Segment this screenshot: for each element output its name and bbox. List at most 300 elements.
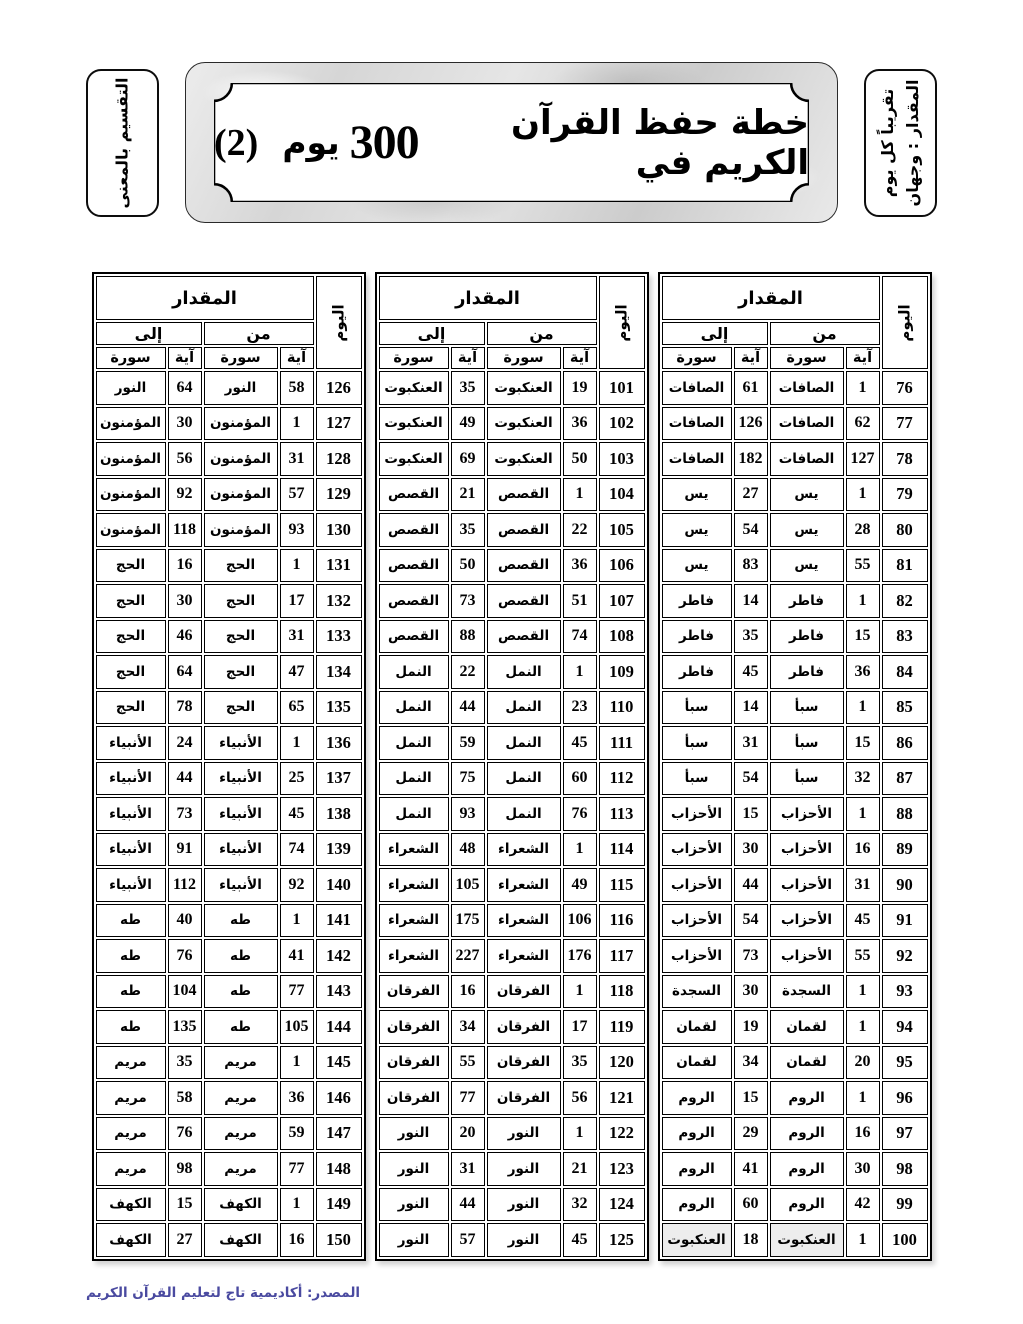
cell-from-surah: الشعراء	[487, 833, 561, 867]
cell-to-ayah: 76	[168, 939, 202, 973]
cell-from-ayah: 42	[846, 1188, 880, 1222]
cell-to-surah: السجدة	[662, 975, 732, 1009]
cell-day: 109	[599, 655, 645, 689]
cell-from-surah: سبأ	[770, 691, 844, 725]
cell-from-surah: طه	[204, 975, 278, 1009]
cell-day: 99	[882, 1188, 928, 1222]
cell-to-ayah: 34	[451, 1010, 485, 1044]
cell-from-surah: مريم	[204, 1152, 278, 1186]
cell-day: 94	[882, 1010, 928, 1044]
cell-to-ayah: 49	[451, 407, 485, 441]
cell-from-ayah: 32	[846, 762, 880, 796]
cell-from-ayah: 74	[563, 620, 597, 654]
cell-day: 123	[599, 1152, 645, 1186]
cell-to-ayah: 73	[734, 939, 768, 973]
cell-from-surah: النمل	[487, 655, 561, 689]
cell-to-surah: العنكبوت	[662, 1223, 732, 1257]
left-banner-line-division: التقسيم بالمعنى	[112, 77, 132, 208]
cell-to-surah: مريم	[96, 1081, 166, 1115]
cell-from-surah: مريم	[204, 1081, 278, 1115]
cell-day: 105	[599, 513, 645, 547]
cell-to-ayah: 20	[451, 1117, 485, 1151]
cell-from-surah: الشعراء	[487, 939, 561, 973]
cell-from-ayah: 32	[563, 1188, 597, 1222]
cell-from-ayah: 77	[280, 975, 314, 1009]
cell-to-ayah: 69	[451, 442, 485, 476]
cell-to-surah: الروم	[662, 1188, 732, 1222]
cell-day: 114	[599, 833, 645, 867]
cell-to-surah: الروم	[662, 1117, 732, 1151]
cell-from-surah: النمل	[487, 691, 561, 725]
cell-from-ayah: 17	[563, 1010, 597, 1044]
cell-from-ayah: 1	[846, 975, 880, 1009]
cell-to-surah: الصافات	[662, 371, 732, 405]
cell-from-ayah: 45	[280, 797, 314, 831]
cell-from-surah: الصافات	[770, 442, 844, 476]
cell-from-ayah: 20	[846, 1046, 880, 1080]
cell-to-ayah: 126	[734, 407, 768, 441]
cell-day: 78	[882, 442, 928, 476]
cell-day: 137	[316, 762, 362, 796]
cell-to-surah: سبأ	[662, 691, 732, 725]
cell-from-ayah: 23	[563, 691, 597, 725]
cell-from-surah: العنكبوت	[487, 442, 561, 476]
cell-from-ayah: 1	[280, 549, 314, 583]
cell-from-ayah: 76	[563, 797, 597, 831]
cell-day: 134	[316, 655, 362, 689]
cell-from-ayah: 47	[280, 655, 314, 689]
cell-from-surah: فاطر	[770, 620, 844, 654]
cell-from-ayah: 21	[563, 1152, 597, 1186]
cell-to-surah: يس	[662, 513, 732, 547]
cell-day: 92	[882, 939, 928, 973]
cell-to-ayah: 54	[734, 762, 768, 796]
cell-to-ayah: 88	[451, 620, 485, 654]
cell-from-surah: الفرقان	[487, 975, 561, 1009]
cell-from-surah: الروم	[770, 1081, 844, 1115]
cell-to-ayah: 92	[168, 478, 202, 512]
cell-from-ayah: 1	[563, 478, 597, 512]
cell-from-surah: الروم	[770, 1152, 844, 1186]
cell-to-ayah: 73	[168, 797, 202, 831]
cell-to-ayah: 83	[734, 549, 768, 583]
cell-day: 96	[882, 1081, 928, 1115]
from-ayah-header-cell: آية	[846, 347, 880, 369]
cell-from-surah: الأحزاب	[770, 833, 844, 867]
day-header-label: اليوم	[894, 303, 913, 342]
cell-day: 79	[882, 478, 928, 512]
cell-from-ayah: 1	[280, 407, 314, 441]
cell-to-surah: القصص	[379, 620, 449, 654]
cell-to-surah: طه	[96, 904, 166, 938]
cell-day: 143	[316, 975, 362, 1009]
cell-day: 98	[882, 1152, 928, 1186]
cell-day: 133	[316, 620, 362, 654]
cell-to-ayah: 45	[734, 655, 768, 689]
cell-to-ayah: 18	[734, 1223, 768, 1257]
cell-to-ayah: 76	[168, 1117, 202, 1151]
schedule-table-days-101-125	[375, 272, 649, 1261]
cell-day: 91	[882, 904, 928, 938]
cell-to-surah: القصص	[379, 513, 449, 547]
source-line: المصدر: أكاديمية تاج لتعليم القرآن الكريم	[86, 1284, 361, 1301]
cell-to-surah: العنكبوت	[379, 442, 449, 476]
cell-from-ayah: 57	[280, 478, 314, 512]
cell-day: 87	[882, 762, 928, 796]
cell-from-surah: الروم	[770, 1188, 844, 1222]
cell-to-ayah: 54	[734, 513, 768, 547]
to-surah-header-cell: سورة	[662, 347, 732, 369]
cell-to-ayah: 182	[734, 442, 768, 476]
to-header-cell: إلى	[662, 322, 768, 345]
cell-from-ayah: 1	[280, 726, 314, 760]
cell-to-surah: الفرقان	[379, 1046, 449, 1080]
cell-to-surah: الروم	[662, 1081, 732, 1115]
cell-day: 81	[882, 549, 928, 583]
cell-to-surah: سبأ	[662, 762, 732, 796]
cell-from-surah: يس	[770, 549, 844, 583]
cell-from-ayah: 1	[846, 797, 880, 831]
cell-from-ayah: 1	[563, 1117, 597, 1151]
cell-from-ayah: 93	[280, 513, 314, 547]
cell-from-ayah: 16	[280, 1223, 314, 1257]
cell-day: 116	[599, 904, 645, 938]
cell-to-ayah: 78	[168, 691, 202, 725]
cell-from-ayah: 55	[846, 549, 880, 583]
cell-day: 112	[599, 762, 645, 796]
cell-from-ayah: 16	[846, 1117, 880, 1151]
cell-to-surah: الأنبياء	[96, 797, 166, 831]
title-text: خطة حفظ القرآن الكريم في	[510, 102, 809, 183]
cell-to-surah: مريم	[96, 1117, 166, 1151]
cell-to-surah: مريم	[96, 1152, 166, 1186]
cell-from-ayah: 50	[563, 442, 597, 476]
cell-from-surah: القصص	[487, 478, 561, 512]
cell-to-ayah: 227	[451, 939, 485, 973]
cell-from-ayah: 36	[563, 549, 597, 583]
cell-to-surah: القصص	[379, 549, 449, 583]
cell-day: 138	[316, 797, 362, 831]
cell-from-surah: القصص	[487, 513, 561, 547]
cell-from-surah: الأحزاب	[770, 797, 844, 831]
cell-to-ayah: 56	[168, 442, 202, 476]
cell-day: 144	[316, 1010, 362, 1044]
cell-from-ayah: 74	[280, 833, 314, 867]
cell-day: 129	[316, 478, 362, 512]
cell-from-surah: سبأ	[770, 762, 844, 796]
cell-day: 86	[882, 726, 928, 760]
cell-from-surah: الصافات	[770, 407, 844, 441]
cell-to-surah: النمل	[379, 726, 449, 760]
cell-to-ayah: 31	[734, 726, 768, 760]
cell-day: 130	[316, 513, 362, 547]
cell-to-ayah: 58	[168, 1081, 202, 1115]
cell-to-surah: النمل	[379, 655, 449, 689]
cell-to-surah: الشعراء	[379, 833, 449, 867]
cell-day: 126	[316, 371, 362, 405]
cell-day: 146	[316, 1081, 362, 1115]
cell-from-ayah: 56	[563, 1081, 597, 1115]
cell-from-surah: لقمان	[770, 1010, 844, 1044]
cell-from-surah: المؤمنون	[204, 478, 278, 512]
cell-day: 82	[882, 584, 928, 618]
cell-to-surah: النور	[379, 1152, 449, 1186]
cell-day: 84	[882, 655, 928, 689]
day-header-cell	[882, 276, 928, 369]
cell-to-ayah: 50	[451, 549, 485, 583]
from-header-cell: من	[204, 322, 314, 345]
cell-day: 107	[599, 584, 645, 618]
cell-from-surah: الشعراء	[487, 868, 561, 902]
cell-from-surah: الكهف	[204, 1188, 278, 1222]
cell-day: 148	[316, 1152, 362, 1186]
cell-to-ayah: 15	[734, 1081, 768, 1115]
cell-day: 149	[316, 1188, 362, 1222]
cell-to-ayah: 54	[734, 904, 768, 938]
cell-day: 131	[316, 549, 362, 583]
cell-to-surah: الحج	[96, 584, 166, 618]
cell-to-ayah: 30	[734, 833, 768, 867]
cell-from-surah: فاطر	[770, 655, 844, 689]
title-frame	[214, 83, 809, 202]
cell-to-ayah: 40	[168, 904, 202, 938]
from-header-cell: من	[487, 322, 597, 345]
cell-from-surah: فاطر	[770, 584, 844, 618]
cell-day: 122	[599, 1117, 645, 1151]
cell-to-ayah: 75	[451, 762, 485, 796]
amount-header-cell: المقدار	[379, 276, 597, 320]
cell-to-ayah: 98	[168, 1152, 202, 1186]
cell-day: 132	[316, 584, 362, 618]
cell-to-ayah: 48	[451, 833, 485, 867]
cell-to-surah: طه	[96, 975, 166, 1009]
cell-from-surah: الأنبياء	[204, 762, 278, 796]
cell-to-ayah: 91	[168, 833, 202, 867]
cell-to-ayah: 27	[168, 1223, 202, 1257]
cell-to-surah: العنكبوت	[379, 371, 449, 405]
cell-to-ayah: 64	[168, 371, 202, 405]
cell-from-ayah: 1	[846, 584, 880, 618]
cell-from-ayah: 31	[280, 442, 314, 476]
cell-day: 100	[882, 1223, 928, 1257]
cell-from-ayah: 45	[563, 726, 597, 760]
cell-to-ayah: 35	[734, 620, 768, 654]
cell-to-ayah: 59	[451, 726, 485, 760]
cell-day: 90	[882, 868, 928, 902]
cell-from-ayah: 105	[280, 1010, 314, 1044]
cell-to-surah: الأنبياء	[96, 868, 166, 902]
cell-from-surah: الصافات	[770, 371, 844, 405]
right-banner-line-amount: المقدار : وجهان	[902, 79, 922, 206]
cell-to-ayah: 73	[451, 584, 485, 618]
cell-day: 108	[599, 620, 645, 654]
cell-from-surah: العنكبوت	[770, 1223, 844, 1257]
cell-from-surah: العنكبوت	[487, 407, 561, 441]
from-ayah-header-cell: آية	[563, 347, 597, 369]
to-header-cell: إلى	[96, 322, 202, 345]
cell-to-ayah: 57	[451, 1223, 485, 1257]
cell-from-ayah: 58	[280, 371, 314, 405]
cell-from-surah: النور	[487, 1223, 561, 1257]
cell-to-surah: لقمان	[662, 1046, 732, 1080]
cell-from-ayah: 1	[846, 371, 880, 405]
cell-from-surah: الأنبياء	[204, 868, 278, 902]
cell-to-ayah: 14	[734, 691, 768, 725]
cell-from-ayah: 31	[280, 620, 314, 654]
cell-to-surah: طه	[96, 1010, 166, 1044]
from-header-cell: من	[770, 322, 880, 345]
header-band	[0, 0, 1023, 223]
cell-to-surah: الشعراء	[379, 904, 449, 938]
cell-from-surah: الحج	[204, 655, 278, 689]
cell-from-ayah: 60	[563, 762, 597, 796]
cell-to-surah: الأحزاب	[662, 868, 732, 902]
cell-day: 93	[882, 975, 928, 1009]
cell-from-surah: المؤمنون	[204, 407, 278, 441]
cell-to-ayah: 61	[734, 371, 768, 405]
cell-to-ayah: 55	[451, 1046, 485, 1080]
from-surah-header-cell: سورة	[204, 347, 278, 369]
cell-day: 121	[599, 1081, 645, 1115]
cell-to-ayah: 175	[451, 904, 485, 938]
cell-to-ayah: 41	[734, 1152, 768, 1186]
cell-to-ayah: 118	[168, 513, 202, 547]
cell-to-ayah: 30	[168, 584, 202, 618]
cell-to-surah: الحج	[96, 691, 166, 725]
cell-from-surah: سبأ	[770, 726, 844, 760]
cell-to-ayah: 16	[451, 975, 485, 1009]
cell-to-ayah: 46	[168, 620, 202, 654]
cell-from-ayah: 127	[846, 442, 880, 476]
right-side-banner	[864, 69, 937, 217]
cell-day: 140	[316, 868, 362, 902]
cell-to-ayah: 21	[451, 478, 485, 512]
cell-from-ayah: 1	[846, 1223, 880, 1257]
from-surah-header-cell: سورة	[770, 347, 844, 369]
cell-to-ayah: 29	[734, 1117, 768, 1151]
cell-to-ayah: 35	[168, 1046, 202, 1080]
cell-to-ayah: 30	[734, 975, 768, 1009]
to-surah-header-cell: سورة	[379, 347, 449, 369]
cell-to-ayah: 27	[734, 478, 768, 512]
cell-from-surah: العنكبوت	[487, 371, 561, 405]
cell-to-ayah: 24	[168, 726, 202, 760]
cell-to-ayah: 19	[734, 1010, 768, 1044]
cell-from-ayah: 1	[846, 1010, 880, 1044]
cell-from-ayah: 176	[563, 939, 597, 973]
cell-from-ayah: 45	[563, 1223, 597, 1257]
cell-from-ayah: 30	[846, 1152, 880, 1186]
cell-from-ayah: 1	[563, 655, 597, 689]
cell-from-ayah: 36	[846, 655, 880, 689]
cell-to-surah: الأنبياء	[96, 726, 166, 760]
cell-from-surah: المؤمنون	[204, 513, 278, 547]
cell-from-surah: الأحزاب	[770, 868, 844, 902]
cell-day: 88	[882, 797, 928, 831]
cell-from-surah: النمل	[487, 797, 561, 831]
cell-day: 101	[599, 371, 645, 405]
cell-from-ayah: 16	[846, 833, 880, 867]
cell-from-ayah: 49	[563, 868, 597, 902]
cell-from-ayah: 36	[563, 407, 597, 441]
cell-to-surah: الأنبياء	[96, 833, 166, 867]
cell-from-surah: النور	[204, 371, 278, 405]
cell-day: 80	[882, 513, 928, 547]
cell-day: 104	[599, 478, 645, 512]
cell-day: 89	[882, 833, 928, 867]
cell-to-ayah: 31	[451, 1152, 485, 1186]
schedule-table-days-126-150	[92, 272, 366, 1261]
cell-day: 77	[882, 407, 928, 441]
cell-to-ayah: 15	[734, 797, 768, 831]
cell-from-ayah: 92	[280, 868, 314, 902]
cell-from-surah: الحج	[204, 549, 278, 583]
cell-from-surah: الحج	[204, 620, 278, 654]
cell-from-ayah: 15	[846, 726, 880, 760]
page-title	[214, 83, 809, 202]
cell-from-ayah: 59	[280, 1117, 314, 1151]
cell-to-surah: يس	[662, 478, 732, 512]
cell-to-surah: طه	[96, 939, 166, 973]
cell-to-surah: فاطر	[662, 655, 732, 689]
day-header-cell	[599, 276, 645, 369]
cell-day: 117	[599, 939, 645, 973]
cell-from-surah: طه	[204, 904, 278, 938]
cell-to-surah: النمل	[379, 691, 449, 725]
cell-to-ayah: 44	[168, 762, 202, 796]
cell-from-ayah: 22	[563, 513, 597, 547]
amount-header-cell: المقدار	[96, 276, 314, 320]
cell-from-ayah: 31	[846, 868, 880, 902]
cell-to-ayah: 15	[168, 1188, 202, 1222]
cell-from-surah: مريم	[204, 1046, 278, 1080]
cell-to-surah: الصافات	[662, 407, 732, 441]
cell-from-surah: مريم	[204, 1117, 278, 1151]
cell-day: 103	[599, 442, 645, 476]
cell-day: 128	[316, 442, 362, 476]
cell-day: 147	[316, 1117, 362, 1151]
cell-from-ayah: 41	[280, 939, 314, 973]
cell-to-surah: الحج	[96, 655, 166, 689]
cell-to-surah: سبأ	[662, 726, 732, 760]
cell-from-ayah: 19	[563, 371, 597, 405]
cell-to-ayah: 44	[734, 868, 768, 902]
cell-day: 136	[316, 726, 362, 760]
cell-to-surah: المؤمنون	[96, 513, 166, 547]
cell-from-surah: الأنبياء	[204, 726, 278, 760]
amount-header-cell: المقدار	[662, 276, 880, 320]
cell-from-surah: الكهف	[204, 1223, 278, 1257]
cell-from-surah: الفرقان	[487, 1046, 561, 1080]
cell-from-ayah: 17	[280, 584, 314, 618]
cell-to-ayah: 16	[168, 549, 202, 583]
cell-to-surah: الفرقان	[379, 975, 449, 1009]
cell-to-ayah: 35	[451, 371, 485, 405]
cell-to-ayah: 64	[168, 655, 202, 689]
cell-from-ayah: 65	[280, 691, 314, 725]
cell-day: 106	[599, 549, 645, 583]
cell-day: 110	[599, 691, 645, 725]
cell-from-surah: النمل	[487, 762, 561, 796]
cell-from-surah: السجدة	[770, 975, 844, 1009]
cell-to-ayah: 93	[451, 797, 485, 831]
cell-day: 141	[316, 904, 362, 938]
cell-day: 76	[882, 371, 928, 405]
cell-from-surah: النور	[487, 1188, 561, 1222]
cell-to-surah: القصص	[379, 478, 449, 512]
cell-to-surah: النمل	[379, 762, 449, 796]
cell-to-surah: لقمان	[662, 1010, 732, 1044]
